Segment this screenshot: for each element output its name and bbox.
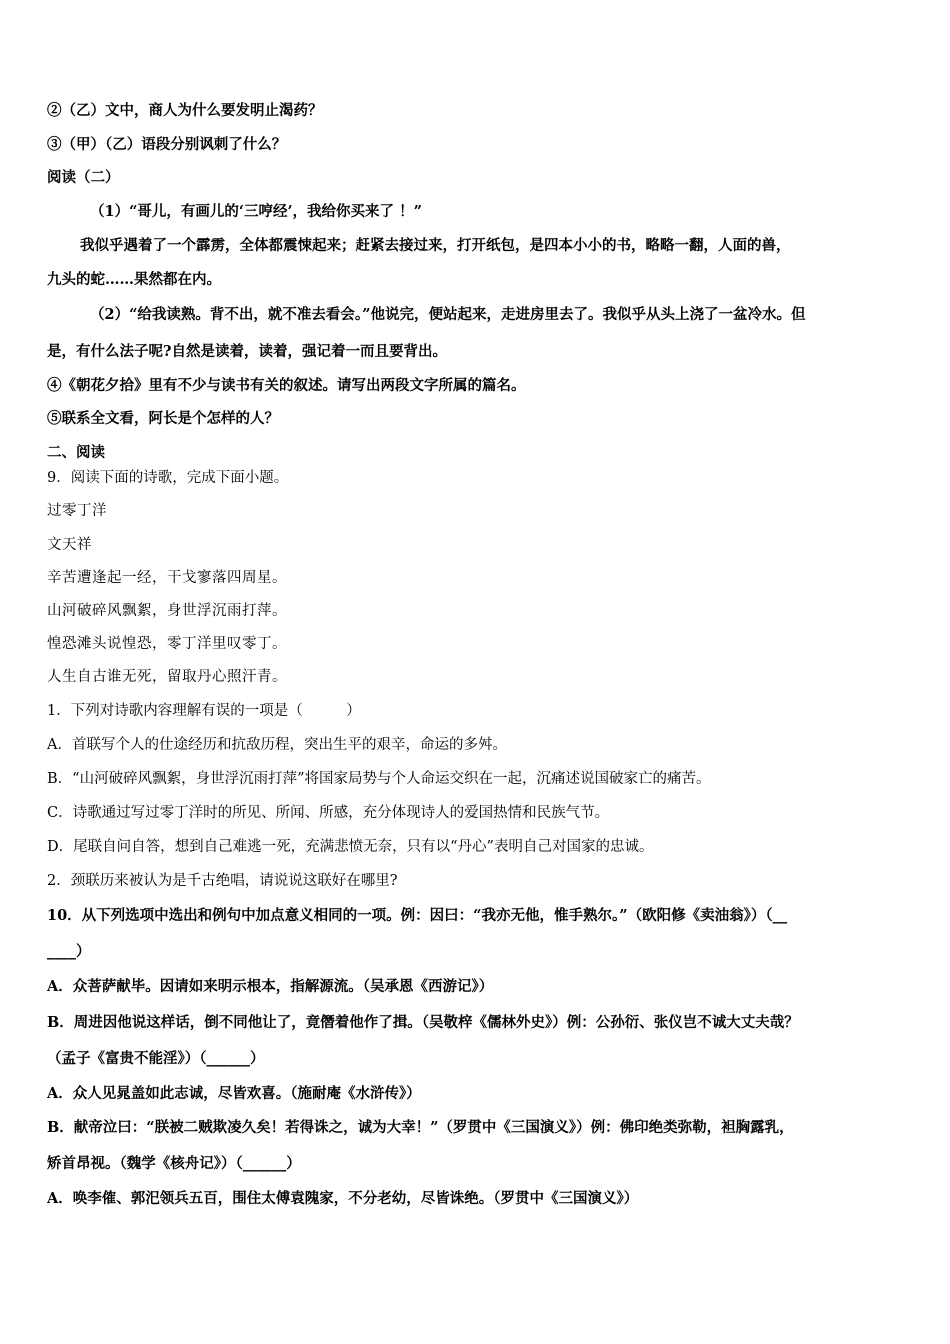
q10-example-3-source: 矫首昂视。（魏学《核舟记》）（______） [47, 1155, 301, 1172]
sub-question-2: 2．颈联历来被认为是千古绝唱，请说说这联好在哪里? [47, 873, 398, 889]
q10-option-a-2: A．众人见晁盖如此志诚，尽皆欢喜。（施耐庵《水浒传》） [47, 1085, 421, 1102]
option-b: B．“山河破碎风飘絮，身世浮沉雨打萍”将国家局势与个人命运交织在一起，沉痛述说国破家亡的痛苦。 [47, 771, 711, 787]
q10-option-b-2: B．献帝泣曰：“朕被二贼欺凌久矣！若得诛之，诚为大幸！”（罗贯中《三国演义》）例：佛印绝类弥勒，袒胸露乳， [47, 1119, 794, 1136]
excerpt-1-line-2: 我似乎遇着了一个霹雳，全体都震悚起来；赶紧去接过来，打开纸包，是四本小小的书，略略一翻，人面的兽， [80, 237, 791, 254]
question-4-text: ④《朝花夕拾》里有不少与读书有关的叙述。请写出两段文字所属的篇名。 [47, 377, 526, 394]
poem-line-3: 惶恐滩头说惶恐，零丁洋里叹零丁。 [47, 636, 287, 652]
excerpt-2-line-1: （2）“给我读熟。背不出，就不准去看会。”他说完，便站起来，走进房里去了。我似乎从头上浇了一盆冷水。但 [90, 306, 806, 323]
poem-line-2: 山河破碎风飘絮，身世浮沉雨打萍。 [47, 603, 287, 619]
q10-option-a-3: A．唤李傕、郭汜领兵五百，围住太傅袁隗家，不分老幼，尽皆诛绝。（罗贯中《三国演义》） [47, 1190, 639, 1207]
question-3-text: ③（甲）（乙）语段分别讽刺了什么？ [47, 136, 287, 153]
section-2-heading: 二、阅读 [47, 444, 105, 461]
q10-option-a-1: A．众菩萨献毕。因请如来明示根本，指解源流。（吴承恩《西游记》） [47, 978, 494, 995]
poem-line-1: 辛苦遭逢起一经，干戈寥落四周星。 [47, 570, 287, 586]
option-a: A．首联写个人的仕途经历和抗敌历程，突出生平的艰辛，命运的多舛。 [47, 737, 507, 753]
option-d: D．尾联自问自答，想到自己难逃一死，充满悲愤无奈，只有以“丹心”表明自己对国家的忠诚。 [47, 839, 654, 855]
option-c: C．诗歌通过写过零丁洋时的所见、所闻、所感，充分体现诗人的爱国热情和民族气节。 [47, 805, 610, 821]
excerpt-1-line-3: 九头的蛇……果然都在内。 [47, 271, 221, 288]
question-10-blank: ____） [47, 943, 91, 960]
poem-line-4: 人生自古谁无死，留取丹心照汗青。 [47, 669, 287, 685]
poem-author: 文天祥 [47, 537, 92, 553]
q10-example-2-source: （孟子《富贵不能淫》）（______） [47, 1050, 265, 1067]
question-2-text: ②（乙）文中，商人为什么要发明止渴药？ [47, 102, 323, 119]
sub-question-1: 1．下列对诗歌内容理解有误的一项是（ ） [47, 703, 361, 719]
q10-option-b-1: B．周进因他说这样话，倒不同他让了，竟僭着他作了揖。（吴敬梓《儒林外史》）例：公孙衍、张仪岂不诚大丈夫哉？ [47, 1014, 799, 1031]
poem-title: 过零丁洋 [47, 503, 107, 519]
question-10-text: 10．从下列选项中选出和例句中加点意义相同的一项。例：因曰：“我亦无他，惟手熟尔。”（欧阳修《卖油翁》）（__ [47, 907, 788, 924]
excerpt-1-line-1: （1）“哥儿，有画儿的‘三哼经’，我给你买来了 ！” [90, 203, 422, 220]
excerpt-2-line-2: 是，有什么法子呢?自然是读着，读着，强记着一而且要背出。 [47, 343, 447, 360]
reading-2-heading: 阅读（二） [47, 169, 120, 186]
question-5-text: ⑤联系全文看，阿长是个怎样的人？ [47, 410, 279, 427]
question-9-intro: 9．阅读下面的诗歌，完成下面小题。 [47, 470, 289, 486]
